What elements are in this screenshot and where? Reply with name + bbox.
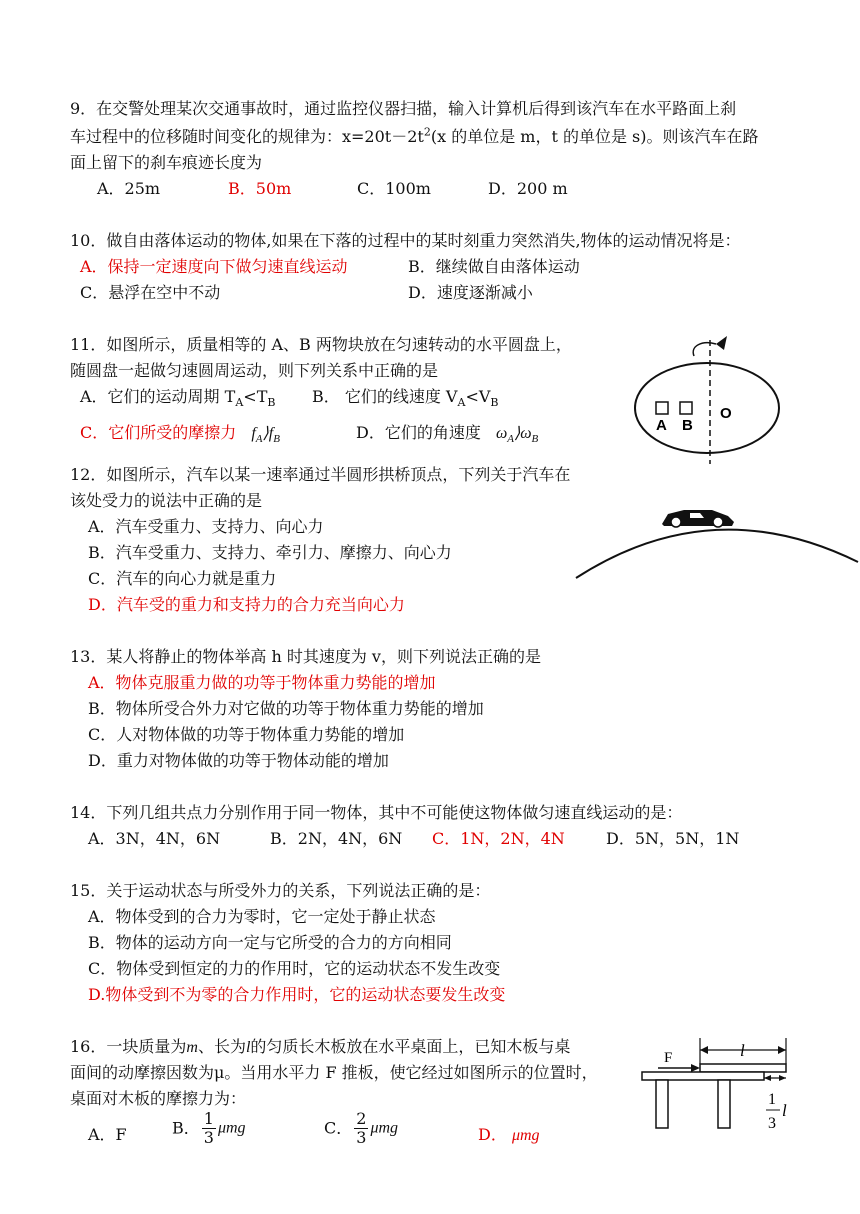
q9-option-d: D．200 m (488, 179, 568, 198)
q15-option-c: C．物体受到恒定的力的作用时，它的运动状态不发生改变 (88, 959, 501, 978)
q11-option-d: D．它们的角速度 $\omega_A⟩\omega_B$ (356, 423, 539, 446)
q9-line3: 面上留下的刹车痕迹长度为 (70, 153, 263, 172)
q11-option-c: C．它们所受的摩擦力 $f_A⟩f_B$ (80, 423, 280, 446)
q9-option-b: B．50m (228, 179, 292, 198)
force-arrow-icon (691, 1064, 700, 1072)
q14-option-d: D．5N，5N，1N (606, 829, 740, 848)
q11-line2: 随圆盘一起做匀速圆周运动，则下列关系中正确的是 (70, 361, 439, 380)
q13-line1: 13．某人将静止的物体举高 h 时其速度为 v，则下列说法正确的是 (70, 647, 541, 666)
table-leg-right (718, 1080, 730, 1128)
label-l: l (740, 1041, 745, 1060)
q10-line1: 10．做自由落体运动的物体,如果在下落的过程中的某时刻重力突然消失,物体的运动情况将是： (70, 231, 741, 250)
car-icon (662, 510, 734, 527)
q11-line1: 11．如图所示，质量相等的 A、B 两物块放在匀速转动的水平圆盘上， (70, 335, 572, 354)
q12-option-d: D．汽车受的重力和支持力的合力充当向心力 (88, 595, 405, 614)
q16-option-d: D． μmg (478, 1125, 540, 1144)
block-b (680, 402, 692, 414)
dim-arrow-left-icon (700, 1046, 708, 1054)
q10-option-b: B．继续做自由落体运动 (408, 257, 580, 276)
q10-option-d: D．速度逐渐减小 (408, 283, 533, 302)
rotation-arc (693, 343, 716, 356)
q13-option-c: C．人对物体做的功等于物体重力势能的增加 (88, 725, 405, 744)
label-a: A (656, 417, 667, 434)
q15-option-a: A．物体受到的合力为零时，它一定处于静止状态 (88, 907, 436, 926)
q13-option-d: D．重力对物体做的功等于物体动能的增加 (88, 751, 389, 770)
q14-line1: 14．下列几组共点力分别作用于同一物体，其中不可能使这物体做匀速直线运动的是： (70, 803, 683, 822)
overhang-arrow-right-icon (779, 1075, 786, 1081)
q16-line3: 桌面对木板的摩擦力为： (70, 1089, 247, 1108)
q10-option-c: C．悬浮在空中不动 (80, 283, 221, 302)
q12-option-a: A．汽车受重力、支持力、向心力 (88, 517, 324, 536)
q13-option-b: B．物体所受合外力对它做的功等于物体重力势能的增加 (88, 699, 484, 718)
omega-sub-b: B (531, 433, 539, 446)
q12-line1: 12．如图所示，汽车以某一速率通过半圆形拱桥顶点，下列关于汽车在 (70, 465, 571, 484)
label-o: O (720, 405, 732, 422)
q15-option-b: B．物体的运动方向一定与它所受的合力的方向相同 (88, 933, 452, 952)
q15-line1: 15．关于运动状态与所受外力的关系，下列说法正确的是： (70, 881, 491, 900)
board (700, 1064, 786, 1072)
label-f: F (664, 1050, 673, 1066)
board-table-figure (636, 1030, 796, 1170)
q9-line1: 9．在交警处理某次交通事故时，通过监控仪器扫描，输入计算机后得到该汽车在水平路面上刹 (70, 99, 737, 118)
q12-line2: 该处受力的说法中正确的是 (70, 491, 263, 510)
q16-option-b: B． $\frac{1}{3}$ μmg (172, 1109, 246, 1147)
q12-option-c: C．汽车的向心力就是重力 (88, 569, 277, 588)
q9-line2: 车过程中的位移随时间变化的规律为：$x=20t-2t^2(x$ 的单位是 m，t 的单位是 s)。则该汽车在路 (70, 125, 759, 146)
q16-line1: 16．一块质量为m、长为l的匀质长木板放在水平桌面上，已知木板与桌 (70, 1037, 571, 1056)
q16-line2: 面间的动摩擦因数为μ。当用水平力 F 推板，使它经过如图所示的位置时， (70, 1063, 598, 1082)
q9-option-c: C．100m (357, 179, 431, 198)
q15-option-d: D.物体受到不为零的合力作用时，它的运动状态要发生改变 (88, 985, 506, 1004)
q14-option-a: A．3N，4N，6N (88, 829, 221, 848)
q13-option-a: A．物体克服重力做的功等于物体重力势能的增加 (88, 673, 436, 692)
table-leg-left (656, 1080, 668, 1128)
q12-option-b: B．汽车受重力、支持力、牵引力、摩擦力、向心力 (88, 543, 452, 562)
dim-arrow-right-icon (778, 1046, 786, 1054)
arch-curve (576, 530, 858, 578)
label-b: B (682, 417, 693, 434)
rotating-disc-figure (632, 334, 782, 466)
arch-bridge-figure (572, 500, 860, 582)
q11-option-a: A．它们的运动周期 $T_A<T_B$ (80, 387, 276, 410)
frac-l: l (782, 1101, 787, 1120)
frac-num: 1 (768, 1091, 776, 1108)
q16-option-a: A．F (88, 1125, 127, 1144)
q9-option-a: A．25m (97, 179, 161, 198)
overhang-arrow-left-icon (764, 1075, 771, 1081)
omega-sub-a: A (507, 433, 514, 446)
frac-den: 3 (768, 1115, 776, 1132)
q10-option-a: A．保持一定速度向下做匀速直线运动 (80, 257, 348, 276)
q14-option-b: B．2N，4N，6N (270, 829, 403, 848)
rotation-arrow-icon (716, 336, 727, 350)
q11-option-b: B． 它们的线速度 $V_A<V_B$ (312, 387, 499, 410)
q14-option-c: C．1N，2N，4N (432, 829, 565, 848)
table-top (642, 1072, 764, 1080)
block-a (656, 402, 668, 414)
q16-option-c: C． $\frac{2}{3}$ μmg (324, 1109, 399, 1147)
